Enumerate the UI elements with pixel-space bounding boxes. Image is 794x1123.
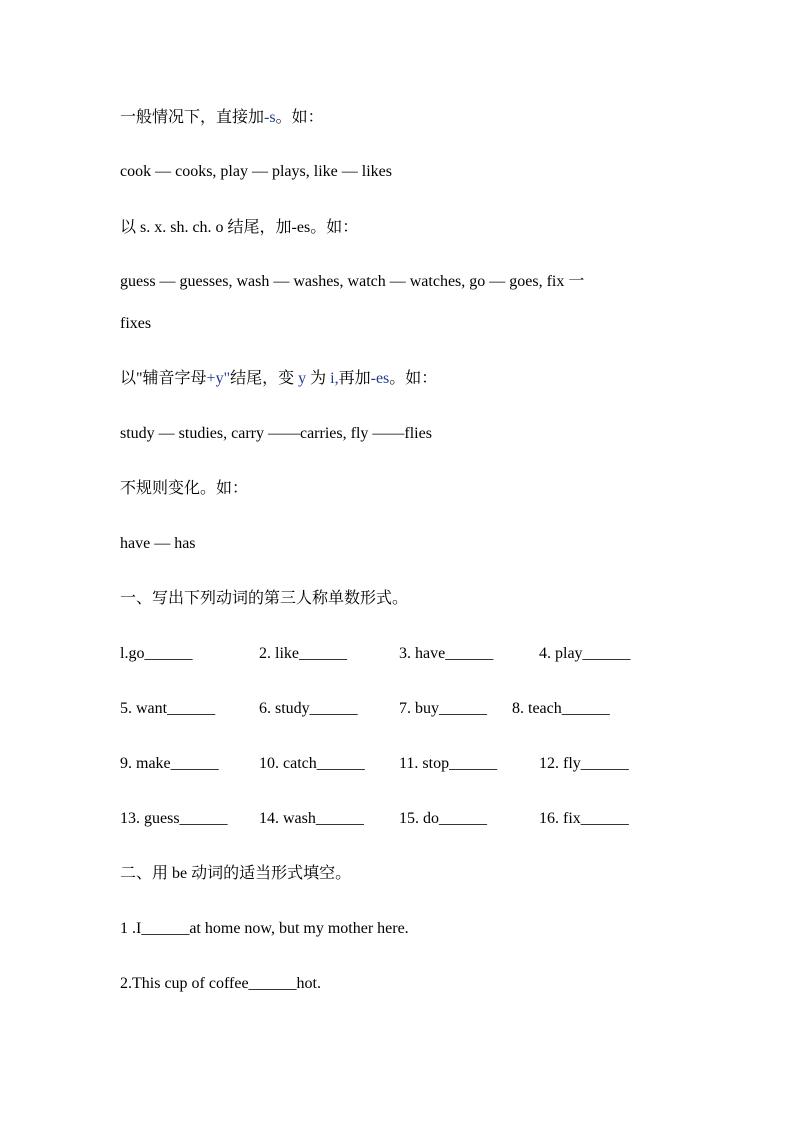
examples-es-line1: guess — guesses, wash — washes, watch — watches, go — goes, fix 一 xyxy=(120,273,585,290)
rule-es: 以 s. x. sh. ch. o 结尾，加-es。如： xyxy=(120,219,359,236)
exercise-item: 9. make______ xyxy=(120,755,219,772)
rule-y-highlight2: y xyxy=(298,370,307,387)
rule-y-highlight3: i, xyxy=(330,370,339,387)
exercise-item: 6. study______ xyxy=(259,700,358,717)
rule-s-suffix: 。如： xyxy=(275,109,324,126)
exercise-item: l.go______ xyxy=(120,645,193,662)
exercise-item: 14. wash______ xyxy=(259,810,364,827)
rule-irregular: 不规则变化。如： xyxy=(120,480,249,497)
section2-title: 二、用 be 动词的适当形式填空。 xyxy=(120,865,352,882)
exercise-item: 7. buy______ xyxy=(399,700,487,717)
rule-s-prefix: 一般情况下，直接加 xyxy=(120,109,265,126)
exercise-item: 15. do______ xyxy=(399,810,487,827)
question-2: 2.This cup of coffee______hot. xyxy=(120,975,321,992)
exercise-item: 13. guess______ xyxy=(120,810,228,827)
examples-y: study — studies, carry ——carries, fly ——flies xyxy=(120,425,432,442)
exercise-item: 11. stop______ xyxy=(399,755,498,772)
rule-y-middle3: 再加 xyxy=(338,370,371,387)
exercise-item: 3. have______ xyxy=(399,645,494,662)
section1-title: 一、写出下列动词的第三人称单数形式。 xyxy=(120,590,409,607)
question-1: 1 .I______at home now, but my mother here. xyxy=(120,920,409,937)
examples-es-line2: fixes xyxy=(120,315,152,332)
exercise-item: 10. catch______ xyxy=(259,755,365,772)
rule-s-highlight: -s xyxy=(264,109,276,126)
exercise-item: 8. teach______ xyxy=(512,700,610,717)
rule-s xyxy=(120,108,324,128)
exercise-item: 16. fix______ xyxy=(539,810,629,827)
rule-y-highlight4: -es xyxy=(370,370,390,387)
exercise-item: 2. like______ xyxy=(259,645,347,662)
exercise-item: 4. play______ xyxy=(539,645,631,662)
rule-y-prefix: 以"辅音字母 xyxy=(120,370,207,387)
rule-y-suffix: 。如： xyxy=(389,370,438,387)
examples-irregular: have — has xyxy=(120,535,196,552)
rule-y xyxy=(120,369,437,389)
rule-y-highlight1: +y" xyxy=(206,370,231,387)
exercise-item: 5. want______ xyxy=(120,700,216,717)
rule-y-middle2: 为 xyxy=(306,370,331,387)
rule-y-middle: 结尾，变 xyxy=(230,370,299,387)
examples-s: cook — cooks, play — plays, like — likes xyxy=(120,163,392,180)
exercise-item: 12. fly______ xyxy=(539,755,629,772)
